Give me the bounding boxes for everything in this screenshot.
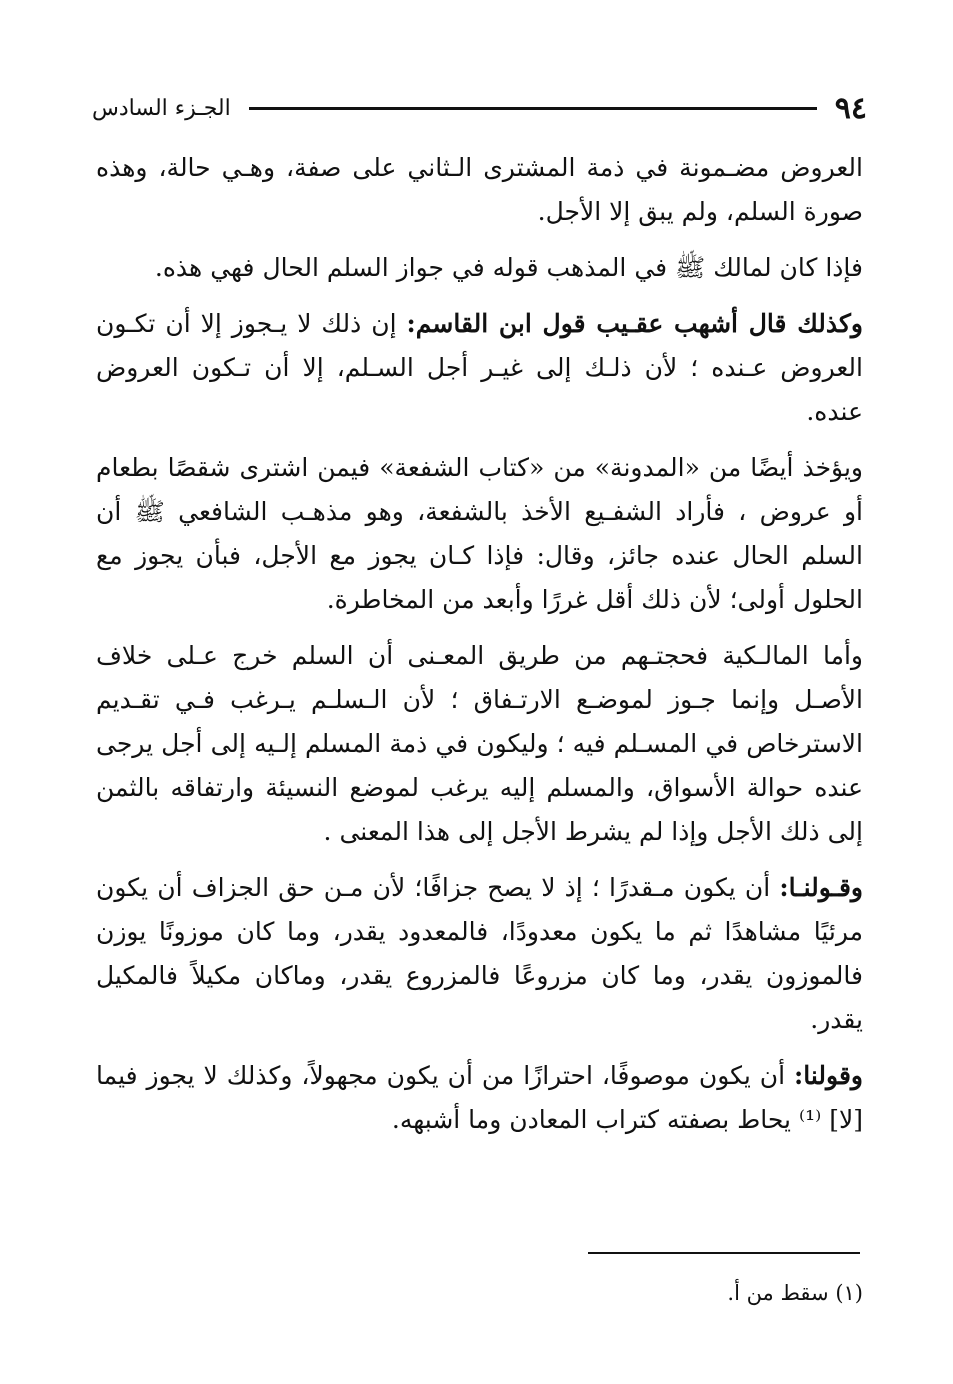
paragraph-6 xyxy=(96,866,863,1042)
page-number: ٩٤ xyxy=(834,90,867,126)
paragraph-lead: وقـولنـا: xyxy=(779,873,863,902)
paragraph-text: ويؤخذ أيضًا من «المدونة» من «كتاب الشفعة» فيمن اشترى شقصًا بطعام أو عروض ، فأراد الشفـيع الأخذ بالشفعة، وهو مذهـب الشافعي ﷺ أن السلم الحال عنده جائز، وقال: فإذا كـان يجوز مع الأجل، فبأن يجوز مع الحلول أولى؛ لأن ذلك أقل غررًا وأبعد من المخاطرة. xyxy=(96,453,863,614)
paragraph-1 xyxy=(96,146,863,234)
paragraph-4 xyxy=(96,446,863,622)
paragraph-5 xyxy=(96,634,863,854)
page-header xyxy=(92,88,867,128)
paragraph-3 xyxy=(96,302,863,434)
paragraph-text: أن يكون موصوفًا، احترازًا من أن يكون مجهولاً، وكذلك لا يجوز فيما [لا] ⁽¹⁾ يحاط بصفته كتراب المعادن وما أشبهه. xyxy=(96,1061,863,1134)
paragraph-lead: وكذلك قال أشهب عقـيب قول ابن القاسم: xyxy=(406,309,863,338)
paragraph-text: فإذا كان لمالك ﷺ في المذهب قوله في جواز السلم الحال فهي هذه. xyxy=(154,253,863,282)
paragraph-text: أن يكون مـقدرًا ؛ إذ لا يصح جزافًا؛ لأن مـن حق الجزاف أن يكون مرئيًا مشاهدًا ثم ما يكون معدودًا، فالمعدود يقدر، وما كان موزونًا يوزن فالموزون يقدر، وما كان مزروعًا فالمزروع يقدر، وماكان مكيلاً فالمكيل يقدر. xyxy=(96,873,863,1034)
running-title: الجـزء السادس xyxy=(92,95,231,121)
paragraph-text: العروض مضـمونة في ذمة المشترى الـثاني على صفة، وهـي حالة، وهذه صورة السلم، ولم يبق إلا الأجل. xyxy=(96,153,863,226)
footnote-rule xyxy=(588,1252,860,1254)
paragraph-7 xyxy=(96,1054,863,1142)
header-rule xyxy=(249,107,817,110)
body-text xyxy=(96,146,863,1154)
paragraph-2 xyxy=(96,246,863,290)
paragraph-text: وأما المالـكية فحجتـهم من طريق المعـنى أن السلم خرج عـلى خلاف الأصـل وإنما جـوز لموضـع الارتـفاق ؛ لأن الـسلـم يـرغب فـي تقـديم الاسترخاص في المسـلم فيه ؛ وليكون في ذمة المسلم إلـيه إلى أجل يرجى عنده حوالة الأسواق، والمسلم إليه يرغب لموضع النسيئة وارتفاقه بالثمن إلى ذلك الأجل وإذا لم يشرط الأجل إلى هذا المعنى . xyxy=(96,641,863,846)
paragraph-text: إن ذلك لا يـجوز إلا أن تكـون العروض عـنده ؛ لأن ذلـك إلى غيـر أجل السـلم، إلا أن تـكون العروض عنده. xyxy=(96,309,863,426)
footnote: (١) سقط من أ. xyxy=(727,1281,863,1305)
paragraph-lead: وقولنا: xyxy=(794,1061,863,1090)
